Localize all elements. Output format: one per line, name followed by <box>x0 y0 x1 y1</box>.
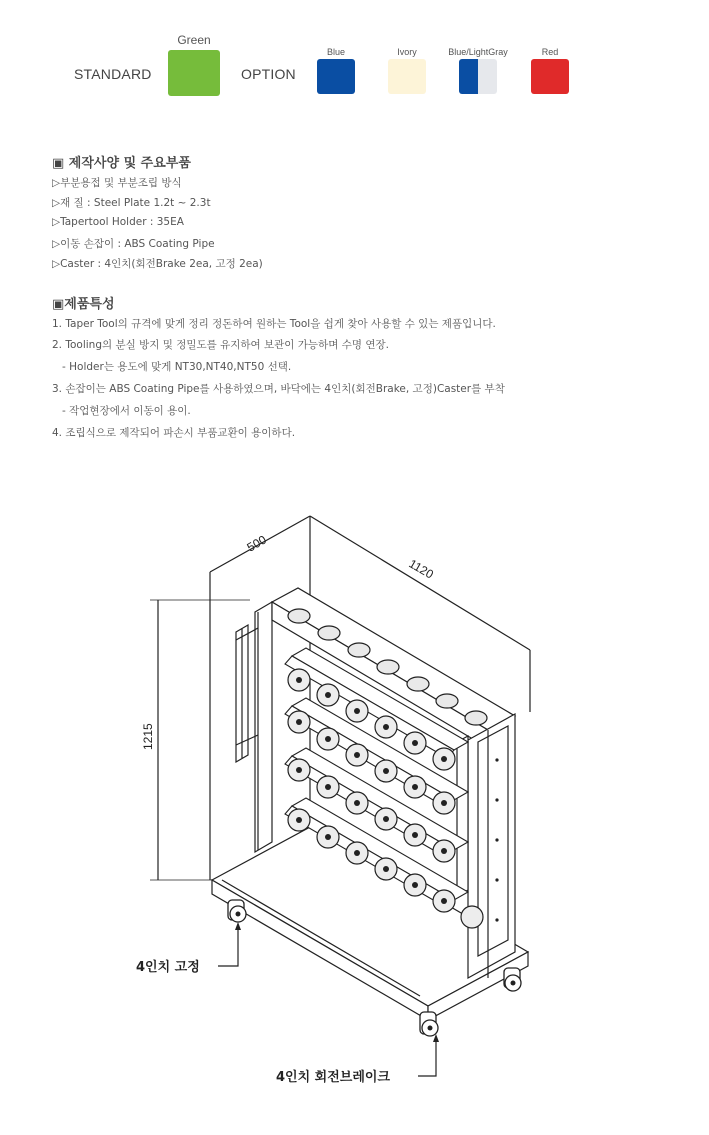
feature-line: 2. Tooling의 분실 방지 및 정밀도를 유지하여 보관이 가능하며 수명 연장. <box>52 339 389 351</box>
green-swatch <box>168 50 220 96</box>
option-label: OPTION <box>241 66 296 82</box>
spec-line: ▷Caster : 4인치(회전Brake 2ea, 고정 2ea) <box>52 258 263 270</box>
feature-line: 1. Taper Tool의 규격에 맞게 정리 정돈하여 원하는 Tool을 쉽게 찾아 사용할 수 있는 제품입니다. <box>52 318 496 330</box>
callout-fixed-caster: 4인치 고정 <box>136 960 200 975</box>
feature-line: 3. 손잡이는 ABS Coating Pipe를 사용하였으며, 바닥에는 4인치(회전Brake, 고정)Caster를 부착 <box>52 383 505 395</box>
red-swatch <box>531 59 569 94</box>
standard-label: STANDARD <box>74 66 152 82</box>
features-title: ▣제품특성 <box>52 297 115 312</box>
spec-title: ▣ 제작사양 및 주요부품 <box>52 156 191 171</box>
feature-line: - 작업현장에서 이동이 용이. <box>52 405 191 417</box>
swatch-label-green: Green <box>177 33 211 47</box>
ivory-swatch <box>388 59 426 94</box>
spec-line: ▷Tapertool Holder : 35EA <box>52 216 184 228</box>
swatch-label-blue: Blue <box>326 47 345 57</box>
spec-line: ▷이동 손잡이 : ABS Coating Pipe <box>52 238 215 250</box>
dim-depth: 500 <box>244 532 269 555</box>
blue-swatch <box>317 59 355 94</box>
feature-line: 4. 조립식으로 제작되어 파손시 부품교환이 용이하다. <box>52 427 296 439</box>
blue-lightgray-swatch <box>459 59 497 94</box>
rack-drawing <box>0 490 709 1135</box>
feature-line: - Holder는 용도에 맞게 NT30,NT40,NT50 선택. <box>52 361 292 373</box>
callout-swivel-brake-caster: 4인치 회전브레이크 <box>276 1070 391 1085</box>
dim-width: 1120 <box>406 556 436 582</box>
dim-height: 1215 <box>141 723 155 750</box>
spec-line: ▷재 질 : Steel Plate 1.2t ~ 2.3t <box>52 197 211 209</box>
swatch-label-ivory: Ivory <box>397 47 417 57</box>
spec-line: ▷부분용접 및 부분조립 방식 <box>52 177 182 189</box>
swatch-label-blue-lightgray: Blue/LightGray <box>448 47 508 57</box>
swatch-label-red: Red <box>541 47 559 57</box>
